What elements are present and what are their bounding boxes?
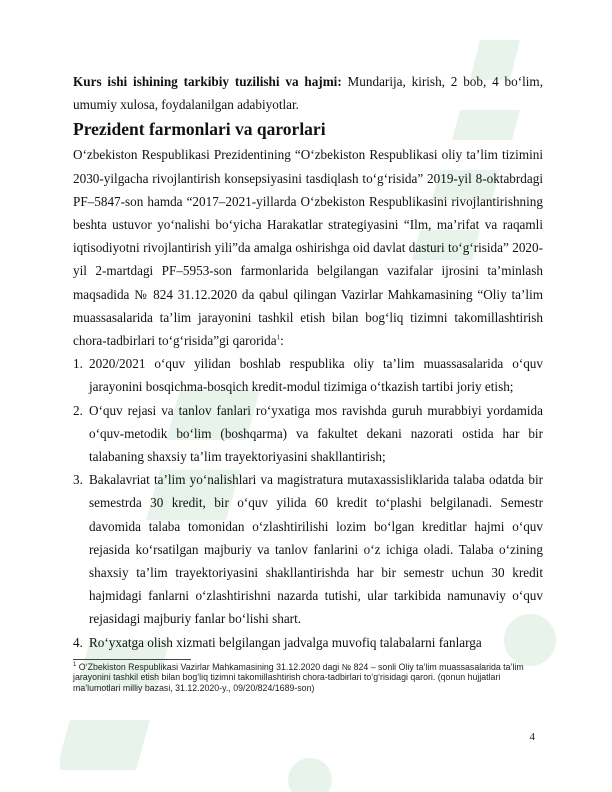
list-item-text: Bakalavriat ta’lim yo‘nalishlari va magistratura mutaxassisliklarida talaba odatda bir semestrda 30 kredit, bir o‘quv yilida 60 kredit to‘plashi belgilanadi. Semestr davomida talaba tomonidan o‘zlashtirilishi lozim bo‘lgan kreditlar hajmi o‘quv rejasida ko‘rsatilgan majburiy va tanlov fanlarini o‘z ichiga oladi. Talaba o‘zining shaxsiy ta’lim trayektoriyasini shakllantirishda har bir semestr uchun 30 kredit hajmidagi fanlarni o‘zlashtirishni nazarda tutishi, ular tarkibida namunaviy o‘quv rejasidagi majburiy fanlar bo‘lishi shart. bbox=[89, 472, 543, 627]
footnote-divider bbox=[73, 659, 191, 660]
list-item-number: 1. bbox=[73, 356, 83, 372]
list-item-number: 3. bbox=[73, 472, 83, 488]
list-item-number: 4. bbox=[73, 634, 83, 650]
list-item bbox=[73, 631, 543, 654]
list-item-number: 2. bbox=[73, 402, 83, 418]
document-page bbox=[73, 70, 543, 694]
list-item-text: 2020/2021 o‘quv yilidan boshlab respublika oliy ta’lim muassasalarida o‘quv jarayonini bosqichma-bosqich kredit-modul tizimiga o‘tkazish tartibi joriy etish; bbox=[89, 356, 543, 395]
section-paragraph-text: O‘zbekiston Respublikasi Prezidentining “O‘zbekiston Respublikasi oliy ta’lim tizimini 2030-yilgacha rivojlantirish konsepsiyasini tasdiqlash to‘g‘risida” 2019-yil 8-oktabrdagi PF–5847-son hamda “2017–2021-yillarda O‘zbekiston Respublikasini rivojlantirishning beshta ustuvor yo‘nalishi bo‘yicha Harakatlar strategiyasini “Ilm, ma’rifat va raqamli iqtisodiyotni rivojlantirish yili”da amalga oshirishga oid davlat dasturi to‘g‘risida” 2020-yil 2-martdagi PF–5953-son farmonlarida belgilangan vazifalar ijrosini ta’minlash maqsadida № 824 31.12.2020 da qabul qilingan Vazirlar Mahkamasining “Oliy ta’lim muassasalarida ta’lim jarayonini tashkil etish bilan bog‘liq tizimni takomillashtirish chora-tadbirlari to‘g‘risida”gi qarorida bbox=[73, 147, 543, 349]
section-paragraph-end: : bbox=[280, 333, 284, 349]
section-paragraph bbox=[73, 143, 543, 352]
numbered-list bbox=[73, 352, 543, 654]
list-item bbox=[73, 352, 543, 398]
section-heading: Prezident farmonlari va qarorlari bbox=[73, 119, 326, 140]
page-number: 4 bbox=[529, 731, 535, 743]
intro-paragraph bbox=[73, 70, 543, 116]
intro-bold-lead: Kurs ishi ishining tarkibiy tuzilishi va hajmi: bbox=[73, 74, 342, 89]
footnote bbox=[73, 662, 543, 694]
list-item bbox=[73, 399, 543, 469]
intro-text: Mundarija, kirish, 2 bob, 4 bo‘lim, umumiy xulosa, foydalanilgan adabiyotlar. bbox=[73, 74, 543, 113]
footnote-marker: 1 bbox=[73, 661, 77, 668]
list-item-text: Ro‘yxatga olish xizmati belgilangan jadvalga muvofiq talabalarni fanlarga bbox=[89, 634, 482, 650]
list-item bbox=[73, 468, 543, 630]
list-item-text: O‘quv rejasi va tanlov fanlari ro‘yxatiga mos ravishda guruh murabbiyi yordamida o‘quv-metodik bo‘lim (boshqarma) va fakultet dekani nazorati ostida har bir talabaning shaxsiy ta’lim trayektoriyasini shakllantirish; bbox=[89, 402, 543, 465]
footnote-text: O‘Zbekiston Respublikasi Vazirlar Mahkamasining 31.12.2020 dagi № 824 – sonli Oliy ta’lim muassasalarida ta’lim jarayonini tashkil etish bilan bog‘liq tizimni takomillashtirish chora-tadbirlari to‘g‘risidagi qarori. (qonun hujjatlari ma’lumotlari milliy bazasi, 31.12.2020-y., 09/20/824/1689-son) bbox=[73, 661, 524, 694]
footnote-reference[interactable]: 1 bbox=[276, 333, 281, 342]
